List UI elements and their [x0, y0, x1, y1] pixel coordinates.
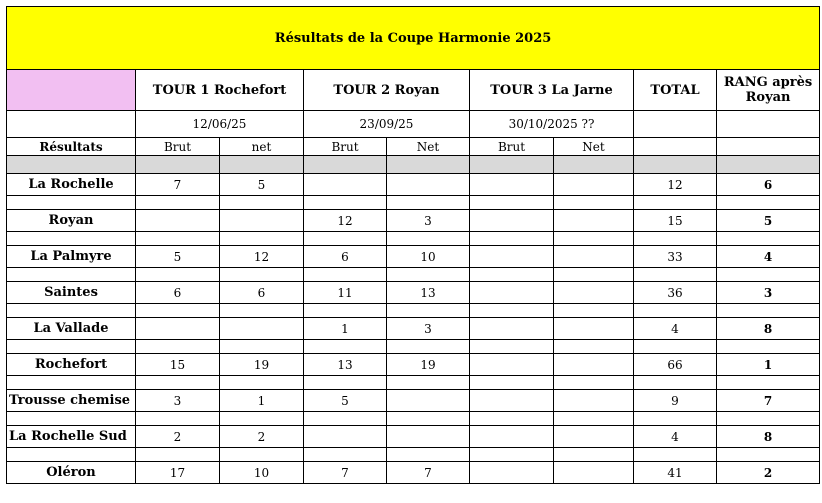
spacer-row	[7, 232, 820, 246]
table-row	[7, 354, 820, 376]
spacer-cell	[634, 196, 717, 210]
cell-t1-net: 19	[220, 354, 304, 376]
cell-rank: 8	[717, 318, 820, 340]
cell-t2-net: 13	[387, 282, 470, 304]
cell-t3-net	[554, 354, 634, 376]
sub-total-cell	[634, 138, 717, 156]
table-row	[7, 174, 820, 196]
tour3-date: 30/10/2025 ??	[470, 111, 634, 138]
spacer-cell	[220, 376, 304, 390]
cell-t3-brut	[470, 282, 554, 304]
title-row	[7, 7, 820, 70]
spacer-row	[7, 304, 820, 318]
gray-cell	[220, 156, 304, 174]
cell-t3-brut	[470, 462, 554, 484]
cell-total: 66	[634, 354, 717, 376]
cell-t3-net	[554, 462, 634, 484]
cell-total: 41	[634, 462, 717, 484]
spacer-cell	[387, 304, 470, 318]
cell-t2-net: 7	[387, 462, 470, 484]
gray-cell	[304, 156, 387, 174]
spacer-cell	[470, 448, 554, 462]
team-name: La Palmyre	[7, 246, 136, 268]
cell-rank: 1	[717, 354, 820, 376]
cell-t3-net	[554, 390, 634, 412]
cell-t3-net	[554, 318, 634, 340]
spacer-cell	[7, 232, 136, 246]
spacer-cell	[717, 268, 820, 282]
spacer-row	[7, 196, 820, 210]
t3-net-header: Net	[554, 138, 634, 156]
team-name: Rochefort	[7, 354, 136, 376]
spacer-cell	[634, 304, 717, 318]
cell-t1-brut: 3	[136, 390, 220, 412]
spacer-cell	[387, 232, 470, 246]
cell-t3-brut	[470, 390, 554, 412]
spacer-cell	[554, 340, 634, 354]
spacer-cell	[136, 232, 220, 246]
team-name: La Vallade	[7, 318, 136, 340]
dates-total-cell	[634, 111, 717, 138]
spacer-cell	[7, 268, 136, 282]
spacer-cell	[136, 412, 220, 426]
cell-t3-net	[554, 174, 634, 196]
cell-t1-net: 2	[220, 426, 304, 448]
spacer-cell	[717, 196, 820, 210]
row-label-header: Résultats	[7, 138, 136, 156]
spacer-cell	[554, 376, 634, 390]
spacer-cell	[220, 304, 304, 318]
cell-t2-net: 3	[387, 210, 470, 232]
cell-t2-net	[387, 390, 470, 412]
results-sheet	[6, 6, 819, 484]
header-row	[7, 70, 820, 111]
cell-t3-net	[554, 210, 634, 232]
cell-t2-brut: 7	[304, 462, 387, 484]
spacer-cell	[220, 196, 304, 210]
spacer-cell	[304, 268, 387, 282]
cell-t1-net: 1	[220, 390, 304, 412]
spacer-cell	[220, 232, 304, 246]
table-row	[7, 390, 820, 412]
cell-total: 36	[634, 282, 717, 304]
cell-t2-brut: 12	[304, 210, 387, 232]
cell-t1-brut: 2	[136, 426, 220, 448]
team-name: Trousse chemise	[7, 390, 136, 412]
dates-empty-cell	[7, 111, 136, 138]
cell-t2-brut: 5	[304, 390, 387, 412]
spacer-cell	[304, 196, 387, 210]
cell-total: 9	[634, 390, 717, 412]
team-name: Saintes	[7, 282, 136, 304]
cell-t1-net: 10	[220, 462, 304, 484]
gray-cell	[387, 156, 470, 174]
cell-t2-brut	[304, 426, 387, 448]
cell-t2-net	[387, 174, 470, 196]
spacer-cell	[470, 412, 554, 426]
cell-t1-net	[220, 210, 304, 232]
cell-t1-brut: 5	[136, 246, 220, 268]
cell-t1-brut: 7	[136, 174, 220, 196]
cell-t3-net	[554, 426, 634, 448]
spacer-cell	[554, 448, 634, 462]
cell-t3-brut	[470, 246, 554, 268]
spacer-cell	[136, 448, 220, 462]
gray-cell	[717, 156, 820, 174]
cell-t2-net: 19	[387, 354, 470, 376]
spacer-cell	[634, 412, 717, 426]
subheader-row	[7, 138, 820, 156]
table-row	[7, 426, 820, 448]
spacer-cell	[470, 232, 554, 246]
spacer-cell	[717, 304, 820, 318]
spacer-cell	[304, 232, 387, 246]
cell-rank: 5	[717, 210, 820, 232]
spacer-cell	[7, 196, 136, 210]
tour2-header: TOUR 2 Royan	[304, 70, 470, 111]
spacer-cell	[634, 376, 717, 390]
cell-rank: 2	[717, 462, 820, 484]
cell-t3-net	[554, 246, 634, 268]
t2-brut-header: Brut	[304, 138, 387, 156]
spacer-cell	[136, 196, 220, 210]
cell-t1-net: 12	[220, 246, 304, 268]
spacer-cell	[136, 340, 220, 354]
cell-total: 12	[634, 174, 717, 196]
spacer-cell	[304, 412, 387, 426]
spacer-row	[7, 376, 820, 390]
page-title: Résultats de la Coupe Harmonie 2025	[7, 7, 820, 70]
cell-t3-brut	[470, 426, 554, 448]
spacer-cell	[554, 196, 634, 210]
t1-brut-header: Brut	[136, 138, 220, 156]
gray-cell	[136, 156, 220, 174]
cell-rank: 8	[717, 426, 820, 448]
cell-t2-brut: 13	[304, 354, 387, 376]
table-row	[7, 318, 820, 340]
cell-t2-brut: 6	[304, 246, 387, 268]
spacer-cell	[304, 304, 387, 318]
team-name: Royan	[7, 210, 136, 232]
t2-net-header: Net	[387, 138, 470, 156]
t1-net-header: net	[220, 138, 304, 156]
cell-t2-brut	[304, 174, 387, 196]
tour3-header: TOUR 3 La Jarne	[470, 70, 634, 111]
cell-t1-net: 6	[220, 282, 304, 304]
spacer-cell	[717, 340, 820, 354]
spacer-row	[7, 448, 820, 462]
spacer-cell	[470, 376, 554, 390]
spacer-cell	[136, 268, 220, 282]
spacer-row	[7, 340, 820, 354]
spacer-cell	[554, 304, 634, 318]
table-row	[7, 210, 820, 232]
cell-total: 33	[634, 246, 717, 268]
cell-t3-brut	[470, 318, 554, 340]
results-table	[6, 6, 820, 484]
spacer-cell	[554, 412, 634, 426]
cell-rank: 4	[717, 246, 820, 268]
spacer-cell	[220, 412, 304, 426]
spacer-cell	[634, 448, 717, 462]
cell-t1-brut	[136, 210, 220, 232]
spacer-cell	[7, 340, 136, 354]
spacer-cell	[220, 340, 304, 354]
cell-t3-brut	[470, 210, 554, 232]
spacer-cell	[220, 268, 304, 282]
spacer-cell	[554, 268, 634, 282]
cell-t1-brut	[136, 318, 220, 340]
dates-rank-cell	[717, 111, 820, 138]
cell-t1-net: 5	[220, 174, 304, 196]
cell-t2-brut: 11	[304, 282, 387, 304]
spacer-cell	[387, 376, 470, 390]
gray-separator-row	[7, 156, 820, 174]
cell-t2-net: 3	[387, 318, 470, 340]
team-name: Oléron	[7, 462, 136, 484]
spacer-cell	[7, 412, 136, 426]
spacer-cell	[634, 340, 717, 354]
table-row	[7, 246, 820, 268]
spacer-cell	[304, 448, 387, 462]
cell-t1-net	[220, 318, 304, 340]
rank-header: RANG après Royan	[717, 70, 820, 111]
spacer-row	[7, 412, 820, 426]
spacer-cell	[387, 412, 470, 426]
spacer-cell	[470, 196, 554, 210]
spacer-row	[7, 268, 820, 282]
spacer-cell	[7, 376, 136, 390]
spacer-cell	[220, 448, 304, 462]
cell-t3-net	[554, 282, 634, 304]
team-name: La Rochelle	[7, 174, 136, 196]
spacer-cell	[470, 340, 554, 354]
cell-t1-brut: 15	[136, 354, 220, 376]
cell-t2-brut: 1	[304, 318, 387, 340]
spacer-cell	[634, 268, 717, 282]
spacer-cell	[136, 304, 220, 318]
table-row	[7, 462, 820, 484]
corner-cell	[7, 70, 136, 111]
cell-total: 15	[634, 210, 717, 232]
spacer-cell	[387, 340, 470, 354]
cell-t3-brut	[470, 354, 554, 376]
cell-total: 4	[634, 426, 717, 448]
spacer-cell	[387, 268, 470, 282]
cell-rank: 3	[717, 282, 820, 304]
cell-t2-net: 10	[387, 246, 470, 268]
gray-cell	[7, 156, 136, 174]
t3-brut-header: Brut	[470, 138, 554, 156]
gray-cell	[470, 156, 554, 174]
cell-rank: 6	[717, 174, 820, 196]
spacer-cell	[304, 376, 387, 390]
spacer-cell	[717, 232, 820, 246]
spacer-cell	[634, 232, 717, 246]
spacer-cell	[7, 304, 136, 318]
dates-row	[7, 111, 820, 138]
spacer-cell	[7, 448, 136, 462]
spacer-cell	[136, 376, 220, 390]
team-name: La Rochelle Sud	[7, 426, 136, 448]
cell-total: 4	[634, 318, 717, 340]
spacer-cell	[387, 448, 470, 462]
table-row	[7, 282, 820, 304]
spacer-cell	[387, 196, 470, 210]
gray-cell	[554, 156, 634, 174]
spacer-cell	[717, 376, 820, 390]
spacer-cell	[717, 412, 820, 426]
cell-t1-brut: 6	[136, 282, 220, 304]
sub-rank-cell	[717, 138, 820, 156]
tour2-date: 23/09/25	[304, 111, 470, 138]
cell-t3-brut	[470, 174, 554, 196]
tour1-date: 12/06/25	[136, 111, 304, 138]
spacer-cell	[304, 340, 387, 354]
spacer-cell	[717, 448, 820, 462]
gray-cell	[634, 156, 717, 174]
cell-t1-brut: 17	[136, 462, 220, 484]
cell-t2-net	[387, 426, 470, 448]
tour1-header: TOUR 1 Rochefort	[136, 70, 304, 111]
spacer-cell	[470, 268, 554, 282]
total-header: TOTAL	[634, 70, 717, 111]
cell-rank: 7	[717, 390, 820, 412]
spacer-cell	[554, 232, 634, 246]
spacer-cell	[470, 304, 554, 318]
